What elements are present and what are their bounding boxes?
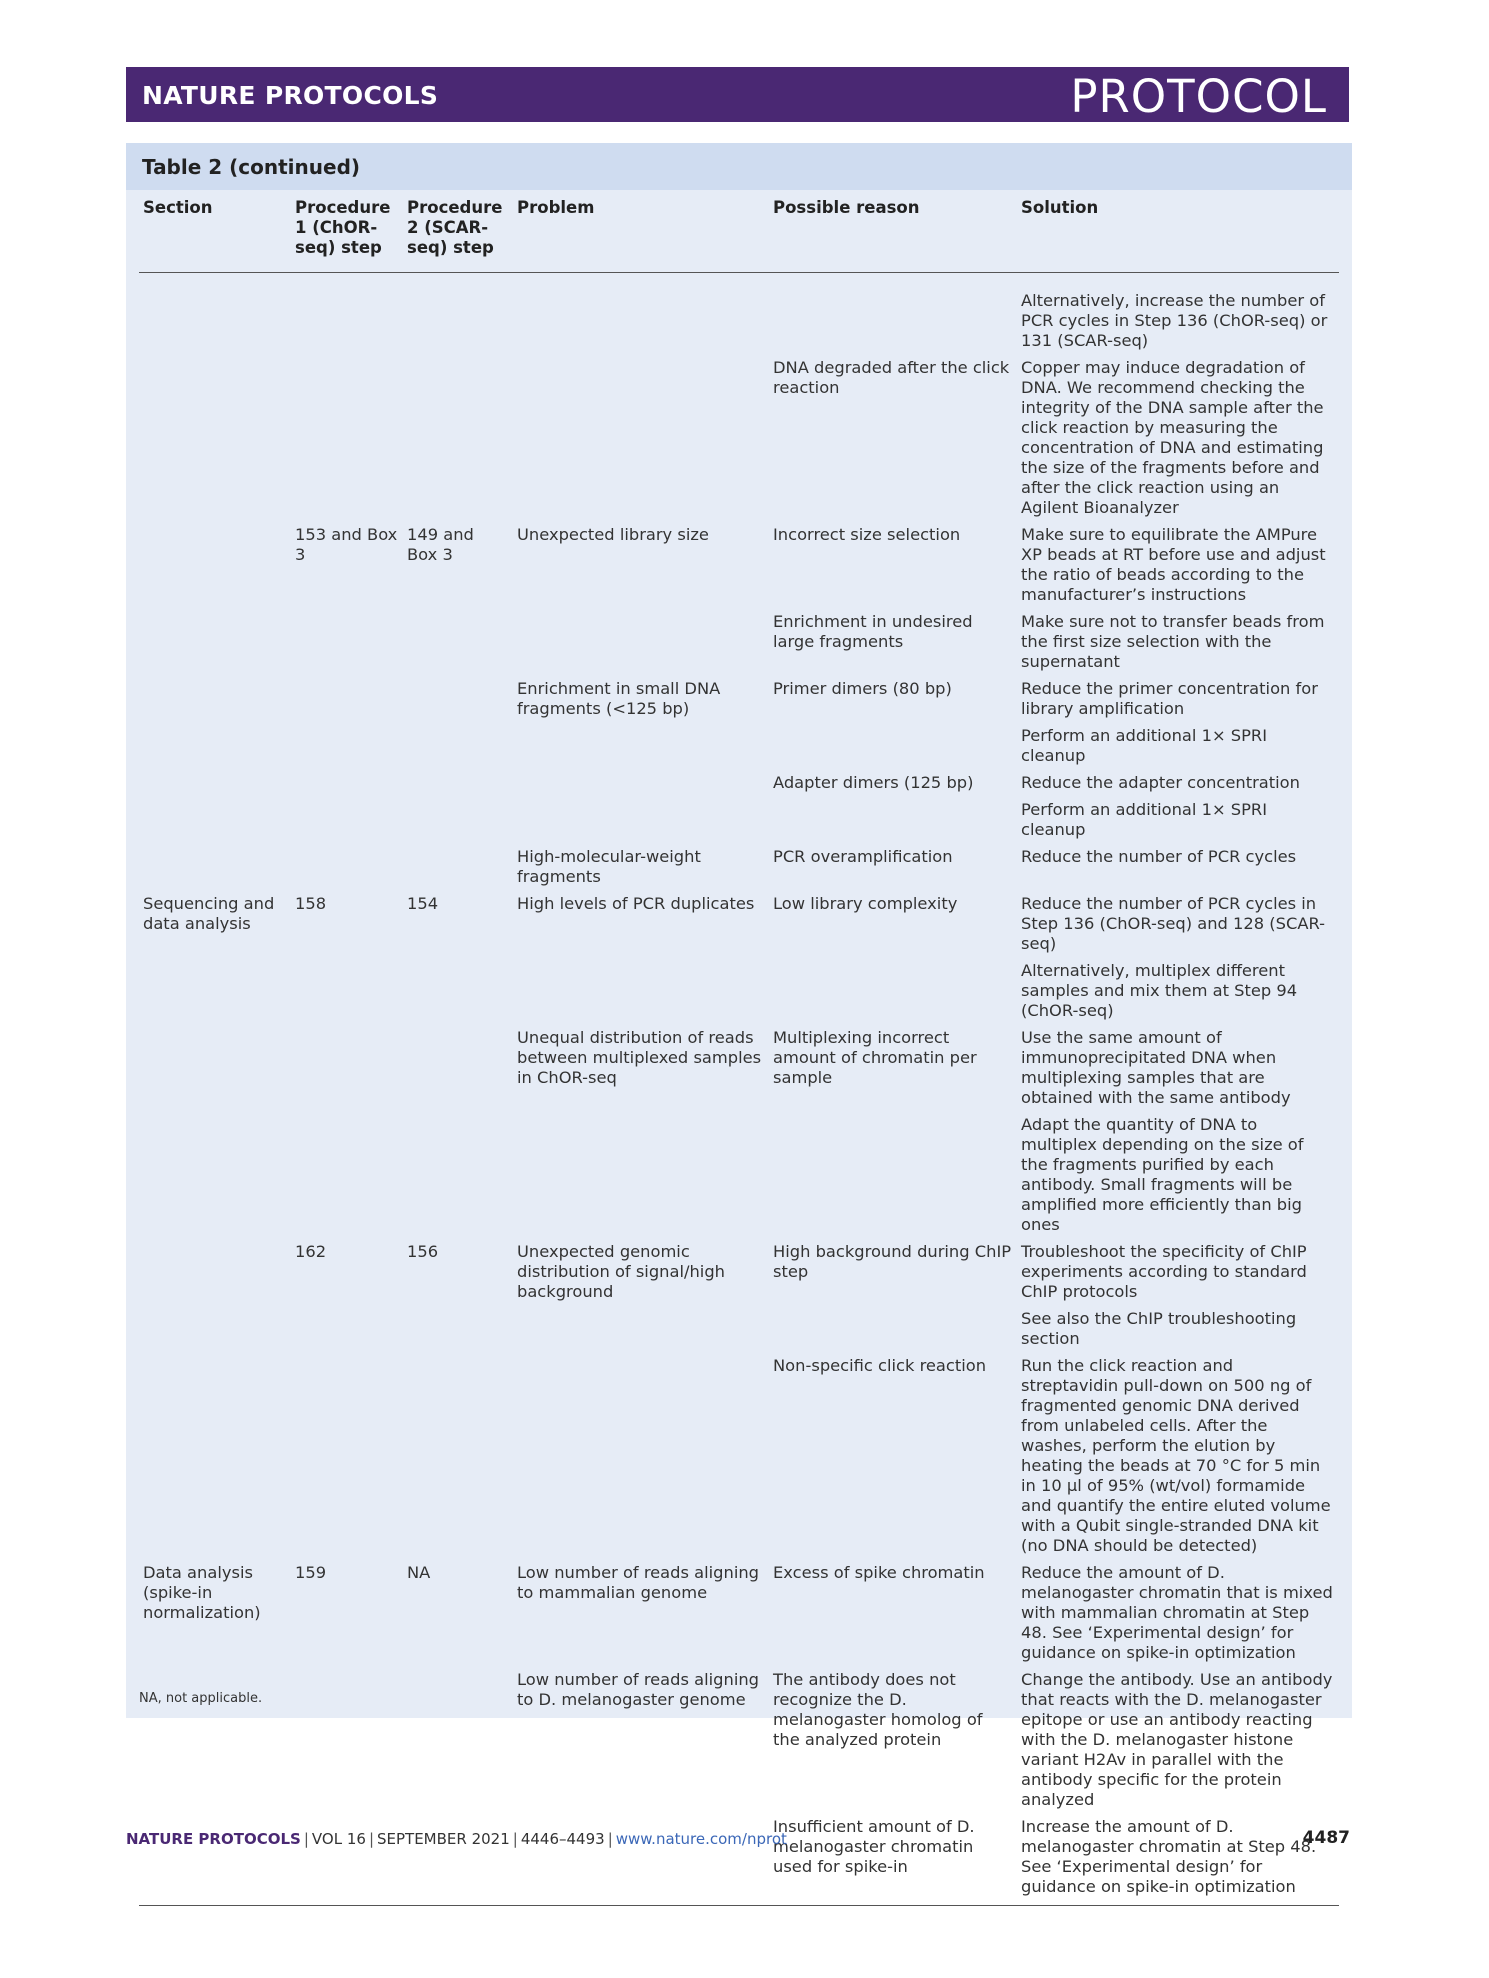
table-cell <box>769 960 1017 1027</box>
page-footer: NATURE PROTOCOLS | VOL 16 | SEPTEMBER 2021 | 4446–4493 | www.nature.com/nprot <box>126 1830 787 1848</box>
table-row <box>139 611 1339 678</box>
table-cell <box>403 1027 513 1114</box>
table-cell: Alternatively, multiplex different samples and mix them at Step 94 (ChOR-seq) <box>1021 961 1298 1020</box>
table-title: Table 2 (continued) <box>142 155 361 179</box>
table-cell <box>291 799 403 846</box>
table-cell: Insufficient amount of D. melanogaster chromatin used for spike-in <box>769 1816 1017 1906</box>
table-cell: Increase the amount of D. melanogaster chromatin at Step 48. See ‘Experimental design’ for guidance on spike-in optimization <box>1017 1816 1339 1906</box>
table-cell <box>403 725 513 772</box>
table-cell <box>403 611 513 678</box>
table-cell <box>513 960 769 1027</box>
table-cell: Change the antibody. Use an antibody that reacts with the D. melanogaster epitope or use an antibody reacting with the D. melanogaster histone variant H2Av in parallel with the antibody specific for the protein analyzed <box>1021 1670 1333 1809</box>
table-cell <box>291 357 403 524</box>
table-cell <box>139 1355 291 1562</box>
table-cell: See also the ChIP troubleshooting section <box>1021 1309 1297 1348</box>
table-cell: PCR overamplification <box>773 847 953 866</box>
table-cell <box>139 678 291 725</box>
table-cell <box>291 772 403 799</box>
table-row <box>139 1355 1339 1562</box>
table-cell: Unexpected genomic distribution of signal/high background <box>517 1242 725 1301</box>
table-cell: Perform an additional 1× SPRI cleanup <box>1021 800 1268 839</box>
table-cell: Non-specific click reaction <box>773 1356 987 1375</box>
table-cell: Enrichment in undesired large fragments <box>773 612 973 651</box>
table-cell <box>769 799 1017 846</box>
table-cell <box>291 1355 403 1562</box>
table-cell <box>403 273 513 358</box>
table-cell <box>513 357 769 524</box>
table-row <box>139 1114 1339 1241</box>
table-cell <box>403 1114 513 1241</box>
table-cell <box>139 1027 291 1114</box>
table-cell <box>139 772 291 799</box>
footer-volume: VOL 16 <box>311 1830 366 1848</box>
table-cell <box>403 357 513 524</box>
table-title-bar <box>126 143 1352 190</box>
table-cell: Reduce the primer concentration for library amplification <box>1021 679 1318 718</box>
footer-pages: 4446–4493 <box>520 1830 605 1848</box>
table-cell: Perform an additional 1× SPRI cleanup <box>1021 726 1268 765</box>
table-cell: Incorrect size selection <box>773 525 961 544</box>
table-cell <box>139 846 291 893</box>
table-row <box>139 357 1339 524</box>
table-cell: Unequal distribution of reads between multiplexed samples in ChOR-seq <box>517 1028 762 1087</box>
table-cell <box>513 273 769 358</box>
table-cell: 159 <box>295 1563 327 1582</box>
table-cell: 153 and Box 3 <box>295 525 398 564</box>
table-cell: 156 <box>407 1242 439 1261</box>
table-cell: Primer dimers (80 bp) <box>773 679 952 698</box>
table-row <box>139 1027 1339 1114</box>
table-cell: Multiplexing incorrect amount of chromatin per sample <box>773 1028 977 1087</box>
table-cell <box>403 799 513 846</box>
table-cell <box>139 611 291 678</box>
table-cell <box>403 678 513 725</box>
table-row <box>139 893 1339 960</box>
table-footnote: NA, not applicable. <box>139 1691 263 1706</box>
table-cell: Make sure to equilibrate the AMPure XP beads at RT before use and adjust the ratio of beads according to the manufacturer’s instructions <box>1021 525 1326 604</box>
table-cell <box>139 725 291 772</box>
table-cell: 154 <box>407 894 439 913</box>
table-row <box>139 1562 1339 1669</box>
table-cell <box>513 1114 769 1241</box>
table-cell <box>139 1308 291 1355</box>
table-row <box>139 273 1339 358</box>
table-cell: Excess of spike chromatin <box>773 1563 985 1582</box>
table-cell <box>403 772 513 799</box>
table-cell: Data analysis (spike-in normalization) <box>143 1563 261 1622</box>
table-body <box>139 273 1339 1906</box>
page-number: 4487 <box>1302 1828 1350 1848</box>
table-cell: Adapter dimers (125 bp) <box>773 773 974 792</box>
column-header: Section <box>139 190 291 273</box>
table-cell <box>513 1308 769 1355</box>
table-cell <box>403 1355 513 1562</box>
table-cell: Use the same amount of immunoprecipitated DNA when multiplexing samples that are obtained with the same antibody <box>1021 1028 1291 1107</box>
table-cell <box>291 611 403 678</box>
footer-date: SEPTEMBER 2021 <box>377 1830 510 1848</box>
table-cell: High levels of PCR duplicates <box>517 894 755 913</box>
table-cell <box>139 273 291 358</box>
table-cell <box>513 799 769 846</box>
table-cell <box>513 725 769 772</box>
table-cell <box>769 273 1017 358</box>
column-header: Procedure 2 (SCAR-seq) step <box>403 190 513 273</box>
table-cell: High-molecular-weight fragments <box>517 847 701 886</box>
table-cell <box>139 1114 291 1241</box>
table-row <box>139 678 1339 725</box>
table-cell <box>513 611 769 678</box>
table-cell <box>139 799 291 846</box>
table-cell <box>291 678 403 725</box>
table-cell: Unexpected library size <box>517 525 709 544</box>
table-row <box>139 846 1339 893</box>
table-cell <box>769 1308 1017 1355</box>
table-cell: 149 and Box 3 <box>407 525 474 564</box>
table-cell <box>139 524 291 611</box>
table-cell <box>291 960 403 1027</box>
column-header: Problem <box>513 190 769 273</box>
table-row <box>139 725 1339 772</box>
table-cell: 162 <box>295 1242 327 1261</box>
table-cell: Alternatively, increase the number of PCR cycles in Step 136 (ChOR-seq) or 131 (SCAR-seq) <box>1021 291 1328 350</box>
column-header: Possible reason <box>769 190 1017 273</box>
table-cell <box>291 1669 403 1816</box>
table-cell: Adapt the quantity of DNA to multiplex depending on the size of the fragments purified by each antibody. Small fragments will be amplified more efficiently than big ones <box>1021 1115 1304 1234</box>
troubleshooting-table <box>139 190 1339 1906</box>
table-cell: Reduce the number of PCR cycles in Step 136 (ChOR-seq) and 128 (SCAR-seq) <box>1021 894 1326 953</box>
table-header-row <box>139 190 1339 273</box>
table-cell: Troubleshoot the specificity of ChIP experiments according to standard ChIP protocols <box>1021 1242 1307 1301</box>
footer-url-link[interactable]: www.nature.com/nprot <box>615 1830 787 1848</box>
table-cell: Reduce the number of PCR cycles <box>1021 847 1297 866</box>
article-type: PROTOCOL <box>1070 70 1327 123</box>
table-cell <box>291 1308 403 1355</box>
table-cell: Low library complexity <box>773 894 958 913</box>
table-cell: Reduce the adapter concentration <box>1021 773 1300 792</box>
table-cell: NA <box>407 1563 431 1582</box>
journal-name: NATURE PROTOCOLS <box>142 81 439 110</box>
table-cell: Low number of reads aligning to mammalian genome <box>517 1563 760 1602</box>
table-cell <box>139 960 291 1027</box>
table-cell <box>769 1114 1017 1241</box>
table-row <box>139 1308 1339 1355</box>
journal-banner <box>126 67 1349 122</box>
table-cell: Copper may induce degradation of DNA. We recommend checking the integrity of the DNA sample after the click reaction by measuring the concentration of DNA and estimating the size of the fragments before and after the click reaction using an Agilent Bioanalyzer <box>1021 358 1324 517</box>
table-cell: Sequencing and data analysis <box>143 894 275 933</box>
table-cell: Low number of reads aligning to D. melanogaster genome <box>517 1670 760 1709</box>
table-cell <box>291 846 403 893</box>
table-cell: High background during ChIP step <box>773 1242 1012 1281</box>
table-cell <box>139 1241 291 1308</box>
table-cell <box>291 273 403 358</box>
table-cell: DNA degraded after the click reaction <box>773 358 1010 397</box>
table-cell <box>403 1308 513 1355</box>
table-row <box>139 1669 1339 1816</box>
table-cell <box>403 1669 513 1816</box>
table-cell: Reduce the amount of D. melanogaster chromatin that is mixed with mammalian chromatin at Step 48. See ‘Experimental design’ for guidance on spike-in optimization <box>1021 1563 1333 1662</box>
table-cell: The antibody does not recognize the D. melanogaster homolog of the analyzed protein <box>773 1670 983 1749</box>
table-cell <box>291 725 403 772</box>
column-header: Procedure 1 (ChOR-seq) step <box>291 190 403 273</box>
table-cell <box>291 1027 403 1114</box>
table-cell <box>139 357 291 524</box>
column-header: Solution <box>1017 190 1339 273</box>
table-cell <box>403 846 513 893</box>
table-row <box>139 1241 1339 1308</box>
table-row <box>139 960 1339 1027</box>
table-cell: Run the click reaction and streptavidin pull-down on 500 ng of fragmented genomic DNA derived from unlabeled cells. After the washes, perform the elution by heating the beads at 70 °C for 5 min in 10 μl of 95% (wt/vol) formamide and quantify the entire eluted volume with a Qubit single-stranded DNA kit (no DNA should be detected) <box>1021 1356 1331 1555</box>
table-cell <box>403 960 513 1027</box>
table-cell: 158 <box>295 894 327 913</box>
table-row <box>139 799 1339 846</box>
table-cell <box>291 1114 403 1241</box>
footer-journal: NATURE PROTOCOLS <box>126 1830 301 1848</box>
table-row <box>139 524 1339 611</box>
table-cell: Make sure not to transfer beads from the first size selection with the supernatant <box>1021 612 1325 671</box>
table-cell: Enrichment in small DNA fragments (<125 bp) <box>517 679 721 718</box>
table-row <box>139 772 1339 799</box>
table-cell <box>513 772 769 799</box>
table-cell <box>769 725 1017 772</box>
table-cell <box>513 1355 769 1562</box>
